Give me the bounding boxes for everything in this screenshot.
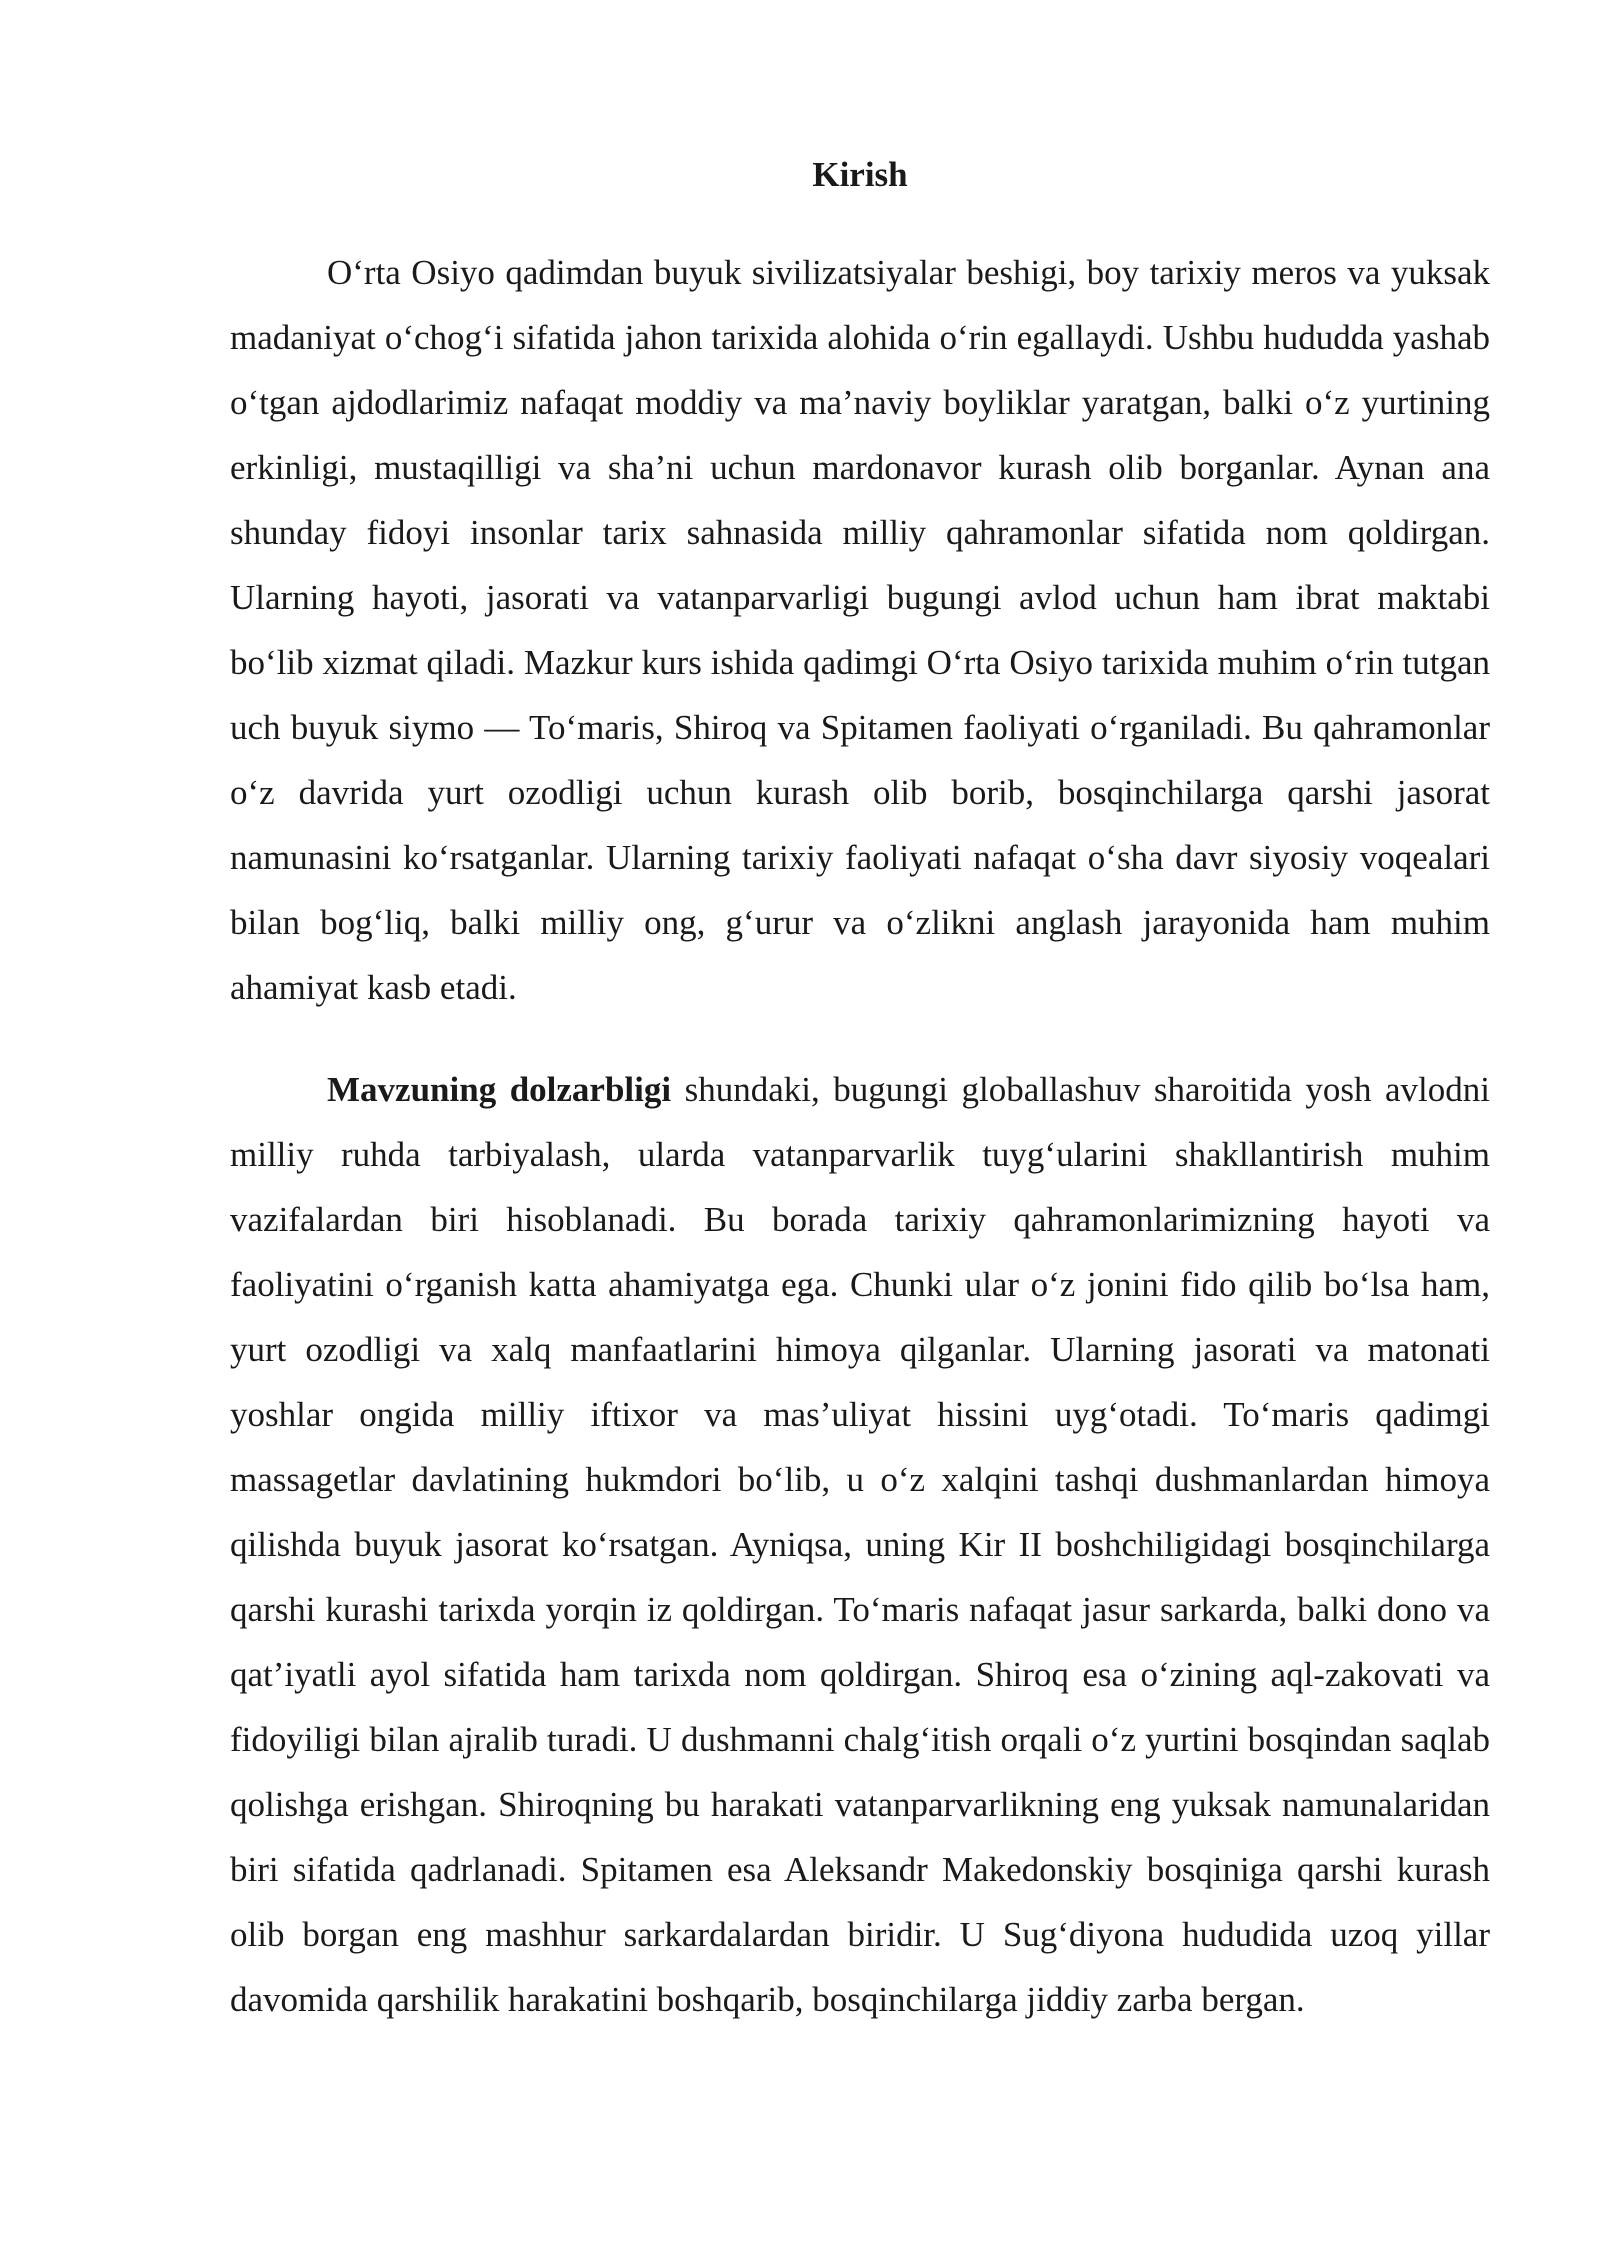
paragraph-lead-term: Mavzuning dolzarbligi <box>327 1070 672 1109</box>
paragraph-text: shundaki, bugungi globallashuv sharoitida yosh avlodni milliy ruhda tarbiyalash, ularda vatanparvarlik tuyg‘ularini shakllantirish muhim vazifalardan biri hisoblanadi. Bu borada tarixiy qahramonlarimizning hayoti va faoliyatini o‘rganish katta ahamiyatga ega. Chunki ular o‘z jonini fido qilib bo‘lsa ham, yurt ozodligi va xalq manfaatlarini himoya qilganlar. Ularning jasorati va matonati yoshlar ongida milliy iftixor va mas’uliyat hissini uyg‘otadi. To‘maris qadimgi massagetlar davlatining hukmdori bo‘lib, u o‘z xalqini tashqi dushmanlardan himoya qilishda buyuk jasorat ko‘rsatgan. Ayniqsa, uning Kir II boshchiligidagi bosqinchilarga qarshi kurashi tarixda yorqin iz qoldirgan. To‘maris nafaqat jasur sarkarda, balki dono va qat’iyatli ayol sifatida ham tarixda nom qoldirgan. Shiroq esa o‘zining aql-zakovati va fidoyiligi bilan ajralib turadi. U dushmanni chalg‘itish orqali o‘z yurtini bosqindan saqlab qolishga erishgan. Shiroqning bu harakati vatanparvarlikning eng yuksak namunalaridan biri sifatida qadrlanadi. Spitamen esa Aleksandr Makedonskiy bosqiniga qarshi kurash olib borgan eng mashhur sarkardalardan biridir. U Sug‘diyona hududida uzoq yillar davomida qarshilik harakatini boshqarib, bosqinchilarga jiddiy zarba bergan. <box>230 1070 1490 2019</box>
section-title: Kirish <box>812 155 908 194</box>
paragraph-relevance <box>230 1057 1490 2032</box>
paragraph-introduction <box>230 240 1490 1020</box>
paragraph-text: O‘rta Osiyo qadimdan buyuk sivilizatsiyalar beshigi, boy tarixiy meros va yuksak madaniyat o‘chog‘i sifatida jahon tarixida alohida o‘rin egallaydi. Ushbu hududda yashab o‘tgan ajdodlarimiz nafaqat moddiy va ma’naviy boyliklar yaratgan, balki o‘z yurtining erkinligi, mustaqilligi va sha’ni uchun mardonavor kurash olib borganlar. Aynan ana shunday fidoyi insonlar tarix sahnasida milliy qahramonlar sifatida nom qoldirgan. Ularning hayoti, jasorati va vatanparvarligi bugungi avlod uchun ham ibrat maktabi bo‘lib xizmat qiladi. Mazkur kurs ishida qadimgi O‘rta Osiyo tarixida muhim o‘rin tutgan uch buyuk siymo — To‘maris, Shiroq va Spitamen faoliyati o‘rganiladi. Bu qahramonlar o‘z davrida yurt ozodligi uchun kurash olib borib, bosqinchilarga qarshi jasorat namunasini ko‘rsatganlar. Ularning tarixiy faoliyati nafaqat o‘sha davr siyosiy voqealari bilan bog‘liq, balki milliy ong, g‘urur va o‘zlikni anglash jarayonida ham muhim ahamiyat kasb etadi. <box>230 253 1490 1007</box>
document-body <box>230 145 1490 2032</box>
